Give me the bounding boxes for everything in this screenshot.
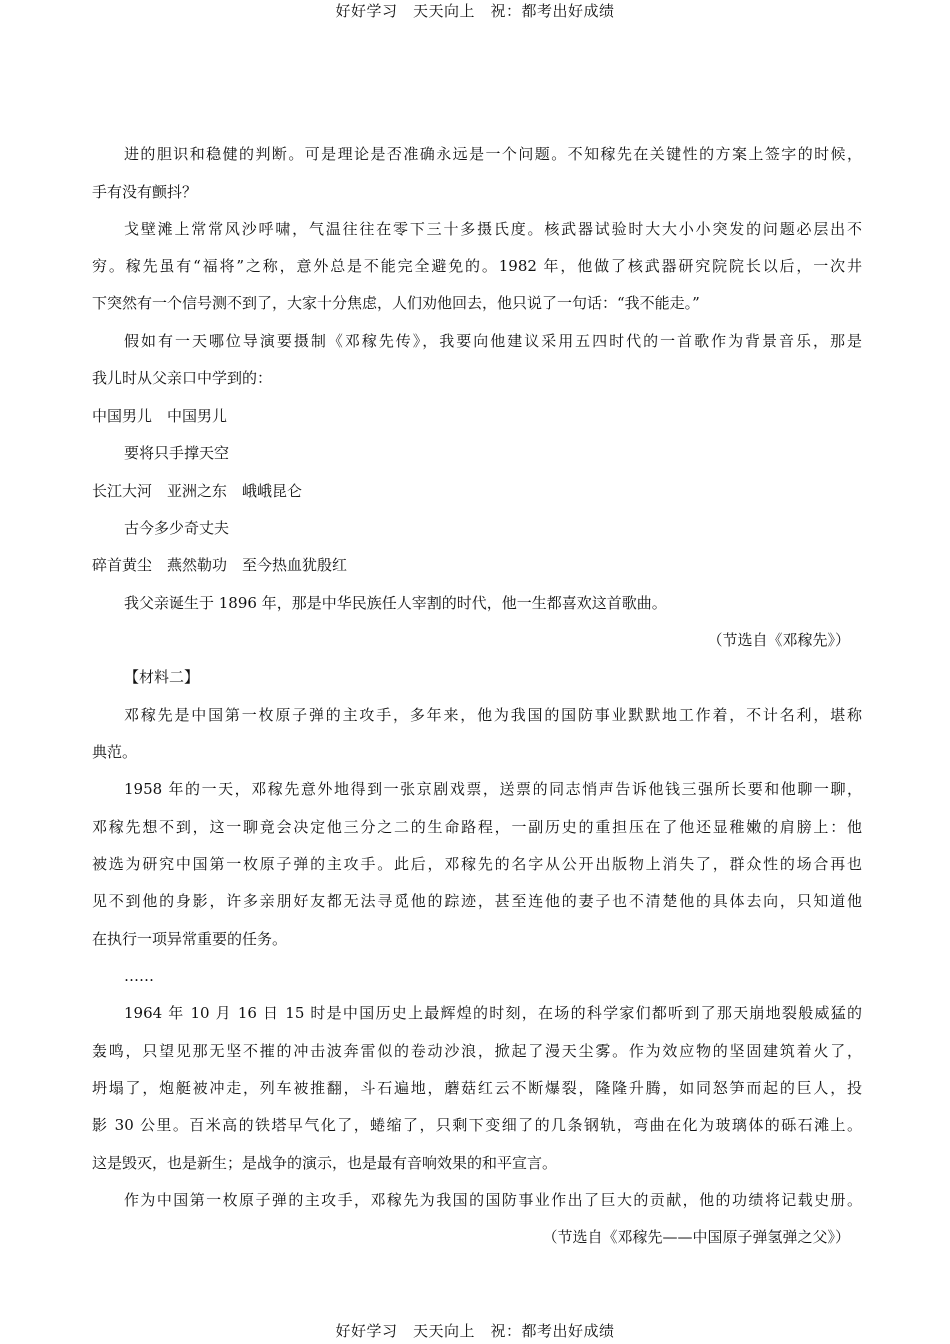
paragraph-line: 我儿时从父亲口中学到的： (92, 369, 273, 387)
song-lyric-line: 中国男儿 中国男儿 (92, 407, 228, 425)
paragraph-line: 作为中国第一枚原子弹的主攻手，邓稼先为我国的国防事业作出了巨大的贡献，他的功绩将记载史册。 (124, 1191, 862, 1209)
source-citation: （节选自《邓稼先》） (707, 631, 850, 649)
paragraph-line: 邓稼先是中国第一枚原子弹的主攻手，多年来，他为我国的国防事业默默地工作着，不计名利，堪称 (124, 706, 862, 724)
paragraph-line: 这是毁灭，也是新生；是战争的演示，也是最有音响效果的和平宣言。 (92, 1154, 558, 1172)
song-lyric-line: 长江大河 亚洲之东 峨峨昆仑 (92, 482, 303, 500)
page-footer: 好好学习 天天向上 祝：都考出好成绩 (335, 1322, 615, 1340)
song-lyric-line: 要将只手撑天空 (124, 444, 230, 462)
paragraph-line: 在执行一项异常重要的任务。 (92, 930, 288, 948)
paragraph-line: 典范。 (92, 743, 138, 761)
song-lyric-line: 古今多少奇丈夫 (124, 519, 230, 537)
page-header: 好好学习 天天向上 祝：都考出好成绩 (335, 2, 615, 20)
ellipsis: …… (124, 967, 154, 985)
paragraph-line: 影 30 公里。百米高的铁塔早气化了，蜷缩了，只剩下变细了的几条钢轨，弯曲在化为玻璃体的砾石滩上。 (92, 1116, 862, 1134)
paragraph-line: 穷。稼先虽有“福将”之称，意外总是不能完全避免的。1982 年，他做了核武器研究院院长以后，一次井 (92, 257, 862, 275)
paragraph-line: 1964 年 10 月 16 日 15 时是中国历史上最辉煌的时刻，在场的科学家们都听到了那天崩地裂般威猛的 (124, 1004, 862, 1022)
paragraph-line: 见不到他的身影，许多亲朋好友都无法寻觅他的踪迹，甚至连他的妻子也不清楚他的具体去向，只知道他 (92, 892, 862, 910)
paragraph-line: 坍塌了，炮艇被冲走，列车被推翻，斗石遍地，蘑菇红云不断爆裂，隆隆升腾，如同怒笋而起的巨人，投 (92, 1079, 862, 1097)
paragraph-line: 戈壁滩上常常风沙呼啸，气温往往在零下三十多摄氏度。核武器试验时大大小小突发的问题必层出不 (124, 220, 862, 238)
paragraph-line: 下突然有一个信号测不到了，大家十分焦虑，人们劝他回去，他只说了一句话：“我不能走。” (92, 294, 700, 312)
source-citation: （节选自《邓稼先——中国原子弹氢弹之父》） (542, 1228, 850, 1246)
paragraph-line: 我父亲诞生于 1896 年，那是中华民族任人宰割的时代，他一生都喜欢这首歌曲。 (124, 594, 667, 612)
song-lyric-line: 碎首黄尘 燕然勒功 至今热血犹殷红 (92, 556, 348, 574)
paragraph-line: 轰鸣，只望见那无坚不摧的冲击波奔雷似的卷动沙浪，掀起了漫天尘雾。作为效应物的坚固建筑着火了， (92, 1042, 862, 1060)
paragraph-line: 邓稼先想不到，这一聊竟会决定他三分之二的生命路程，一副历史的重担压在了他还显稚嫩的肩膀上：他 (92, 818, 862, 836)
paragraph-line: 1958 年的一天，邓稼先意外地得到一张京剧戏票，送票的同志悄声告诉他钱三强所长要和他聊一聊， (124, 780, 862, 798)
paragraph-line: 进的胆识和稳健的判断。可是理论是否准确永远是一个问题。不知稼先在关键性的方案上签字的时候， (124, 145, 862, 163)
paragraph-line: 手有没有颤抖？ (92, 183, 198, 201)
section-heading: 【材料二】 (124, 668, 200, 686)
paragraph-line: 假如有一天哪位导演要摄制《邓稼先传》，我要向他建议采用五四时代的一首歌作为背景音乐，那是 (124, 332, 862, 350)
paragraph-line: 被选为研究中国第一枚原子弹的主攻手。此后，邓稼先的名字从公开出版物上消失了，群众性的场合再也 (92, 855, 862, 873)
